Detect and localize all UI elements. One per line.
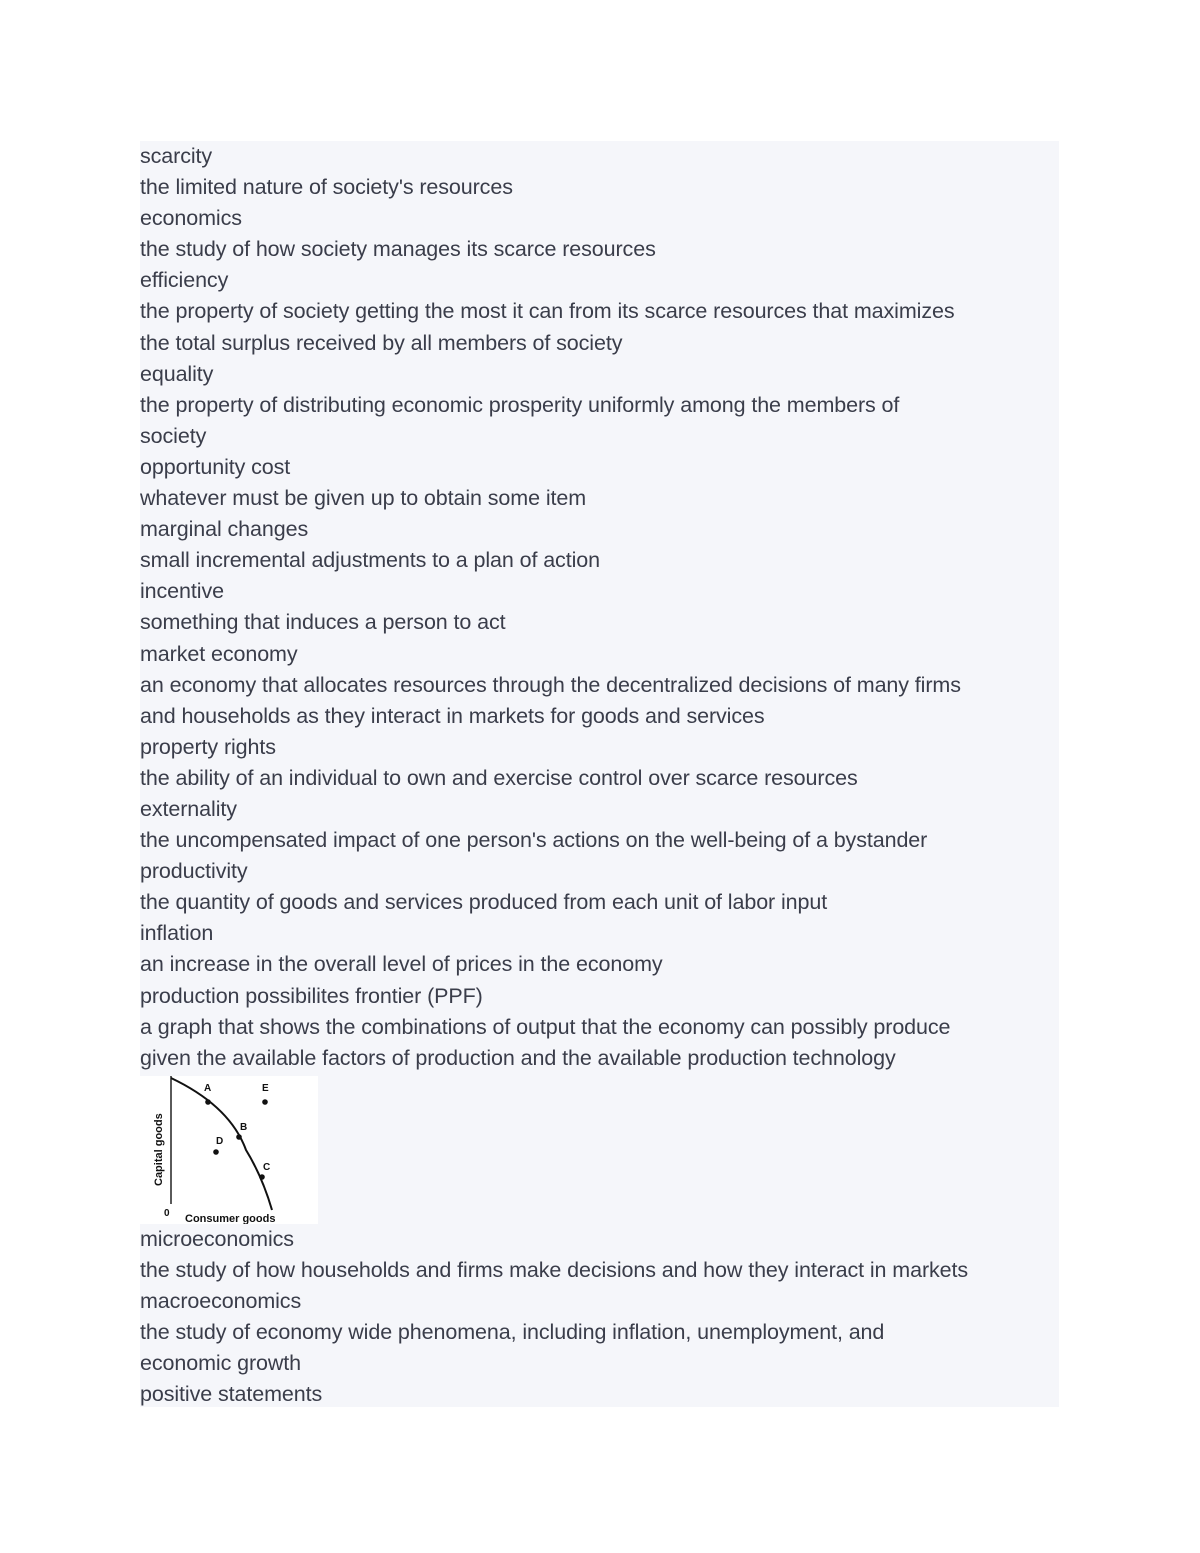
point-d-label: D	[216, 1135, 224, 1147]
text-line: macroeconomics	[140, 1289, 302, 1313]
text-line: marginal changes	[140, 517, 309, 542]
ppf-figure	[140, 1076, 318, 1224]
text-line: property rights	[140, 734, 276, 759]
terms-after-figure	[140, 1224, 1059, 1411]
text-line: positive statements	[140, 1382, 323, 1407]
text-line: society	[140, 423, 207, 448]
ppf-graph	[140, 1076, 318, 1224]
text-line: and households as they interact in markets for goods and services	[140, 703, 765, 728]
x-axis-label: Consumer goods	[185, 1212, 276, 1224]
text-line: something that induces a person to act	[140, 610, 506, 635]
text-line: the property of society getting the most it can from its scarce resources that maximizes	[140, 299, 955, 324]
text-line: the total surplus received by all members of society	[140, 330, 623, 355]
text-line: market economy	[140, 641, 298, 666]
text-line: the quantity of goods and services produced from each unit of labor input	[140, 890, 828, 915]
text-line: inflation	[140, 921, 214, 946]
text-line: an increase in the overall level of prices in the economy	[140, 952, 663, 977]
text-line: externality	[140, 796, 237, 821]
text-line: an economy that allocates resources through the decentralized decisions of many firms	[140, 672, 961, 697]
text-line: efficiency	[140, 268, 229, 293]
flashcard-text-block	[140, 141, 1059, 1407]
point-c-label: C	[263, 1161, 271, 1173]
y-axis-label: Capital goods	[153, 1113, 165, 1186]
point-a-label: A	[204, 1082, 212, 1094]
text-line: the property of distributing economic prosperity uniformly among the members of	[140, 392, 900, 417]
point-e-label: E	[262, 1082, 269, 1094]
text-line: small incremental adjustments to a plan of action	[140, 548, 600, 573]
text-line: economics	[140, 206, 242, 231]
text-line: the study of how society manages its scarce resources	[140, 237, 656, 262]
text-line: a graph that shows the combinations of output that the economy can possibly produce	[140, 1014, 951, 1039]
text-line: economic growth	[140, 1351, 302, 1376]
text-line: the study of how households and firms make decisions and how they interact in markets	[140, 1257, 969, 1282]
point-c	[259, 1174, 265, 1180]
point-b-label: B	[240, 1121, 248, 1133]
text-line: microeconomics	[140, 1226, 294, 1251]
text-line: the ability of an individual to own and exercise control over scarce resources	[140, 765, 858, 790]
text-line: scarcity	[140, 144, 213, 168]
text-line: the study of economy wide phenomena, including inflation, unemployment, and	[140, 1320, 885, 1345]
text-line: incentive	[140, 579, 224, 604]
point-d	[213, 1149, 219, 1155]
origin-label: 0	[164, 1207, 170, 1219]
text-line: given the available factors of production and the available production technology	[140, 1045, 896, 1070]
point-a	[205, 1099, 211, 1105]
text-line: production possibilites frontier (PPF)	[140, 983, 483, 1008]
point-e	[262, 1099, 268, 1105]
text-line: whatever must be given up to obtain some item	[140, 486, 587, 511]
text-line: equality	[140, 361, 214, 386]
point-b	[236, 1134, 242, 1140]
text-line: the limited nature of society's resources	[140, 175, 513, 200]
text-line: opportunity cost	[140, 454, 291, 479]
text-line: productivity	[140, 859, 248, 884]
terms-before-figure	[140, 141, 1059, 1074]
text-line: the uncompensated impact of one person's actions on the well-being of a bystander	[140, 828, 928, 853]
